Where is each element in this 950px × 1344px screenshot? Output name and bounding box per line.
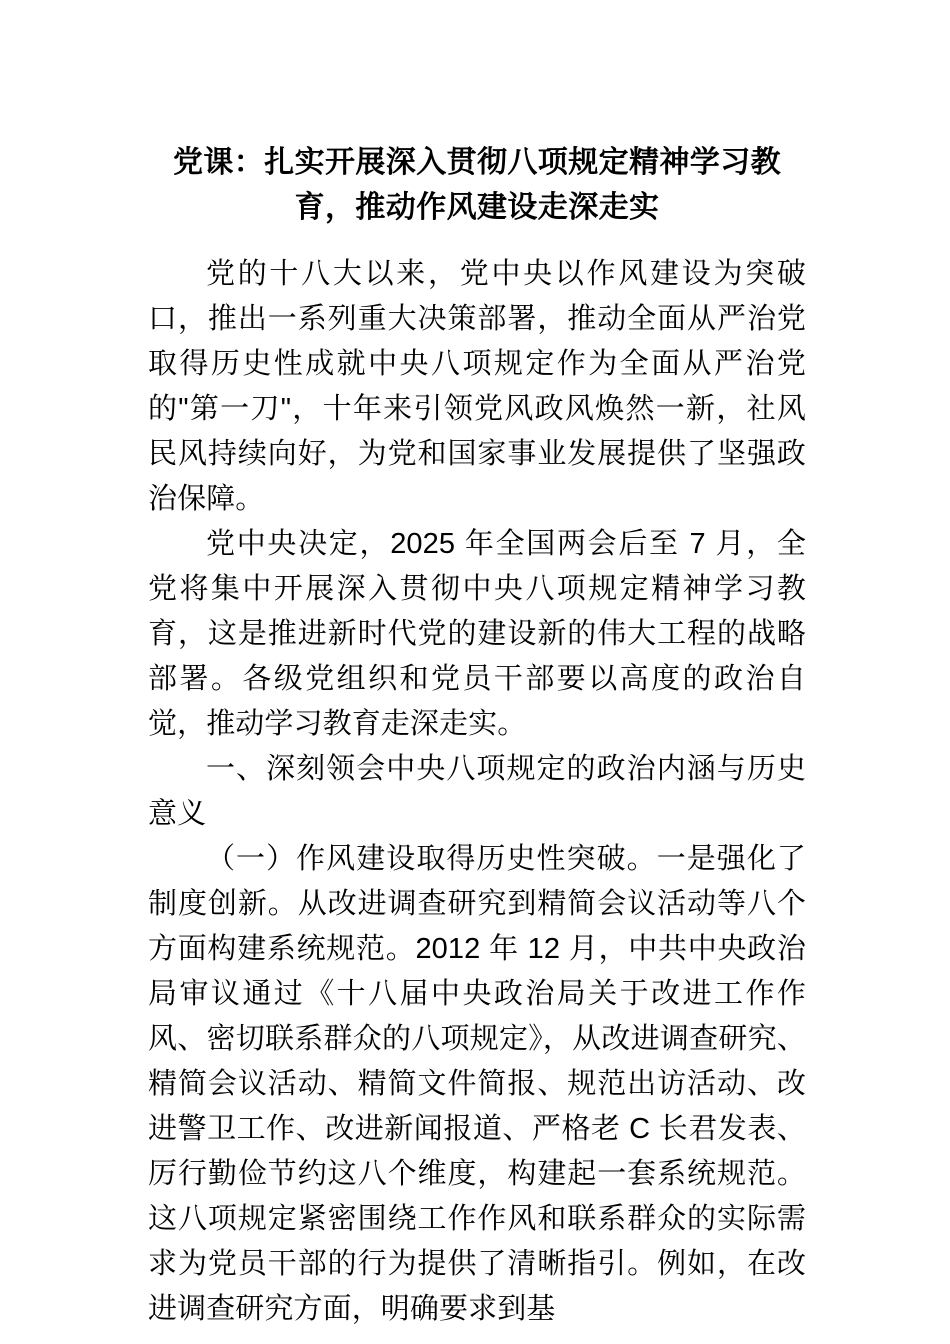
section-heading-1: 一、深刻领会中央八项规定的政治内涵与历史意义 xyxy=(148,753,806,830)
document-title: 党课：扎实开展深入贯彻八项规定精神学习教育，推动作风建设走深走实 xyxy=(173,146,781,224)
paragraph-2: 党中央决定，2025 年全国两会后至 7 月，全党将集中开展深入贯彻中央八项规定精神学习教育，这是推进新时代党的建设新的伟大工程的战略部署。各级党组织和党员干部要以高度的政治自觉，推动学习教育走深走实。 xyxy=(148,528,806,740)
paragraph-3: （一）作风建设取得历史性突破。一是强化了制度创新。从改进调查研究到精简会议活动等八个方面构建系统规范。2012 年 12 月，中共中央政治局审议通过《十八届中央政治局关于改进工作作风、密切联系群众的八项规定》，从改进调查研究、精简会议活动、精简文件简报、规范出访活动、改进警卫工作、改进新闻报道、严格老 C 长君发表、厉行勤俭节约这八个维度，构建起一套系统规范。这八项规定紧密围绕工作作风和联系群众的实际需求为党员干部的行为提供了清晰指引。例如，在改进调查研究方面，明确要求到基 xyxy=(148,843,806,1325)
paragraph-1: 党的十八大以来，党中央以作风建设为突破口，推出一系列重大决策部署，推动全面从严治党取得历史性成就中央八项规定作为全面从严治党的"第一刀"，十年来引领党风政风焕然一新，社风民风持续向好，为党和国家事业发展提供了坚强政治保障。 xyxy=(148,258,806,515)
document-body xyxy=(148,140,806,1332)
